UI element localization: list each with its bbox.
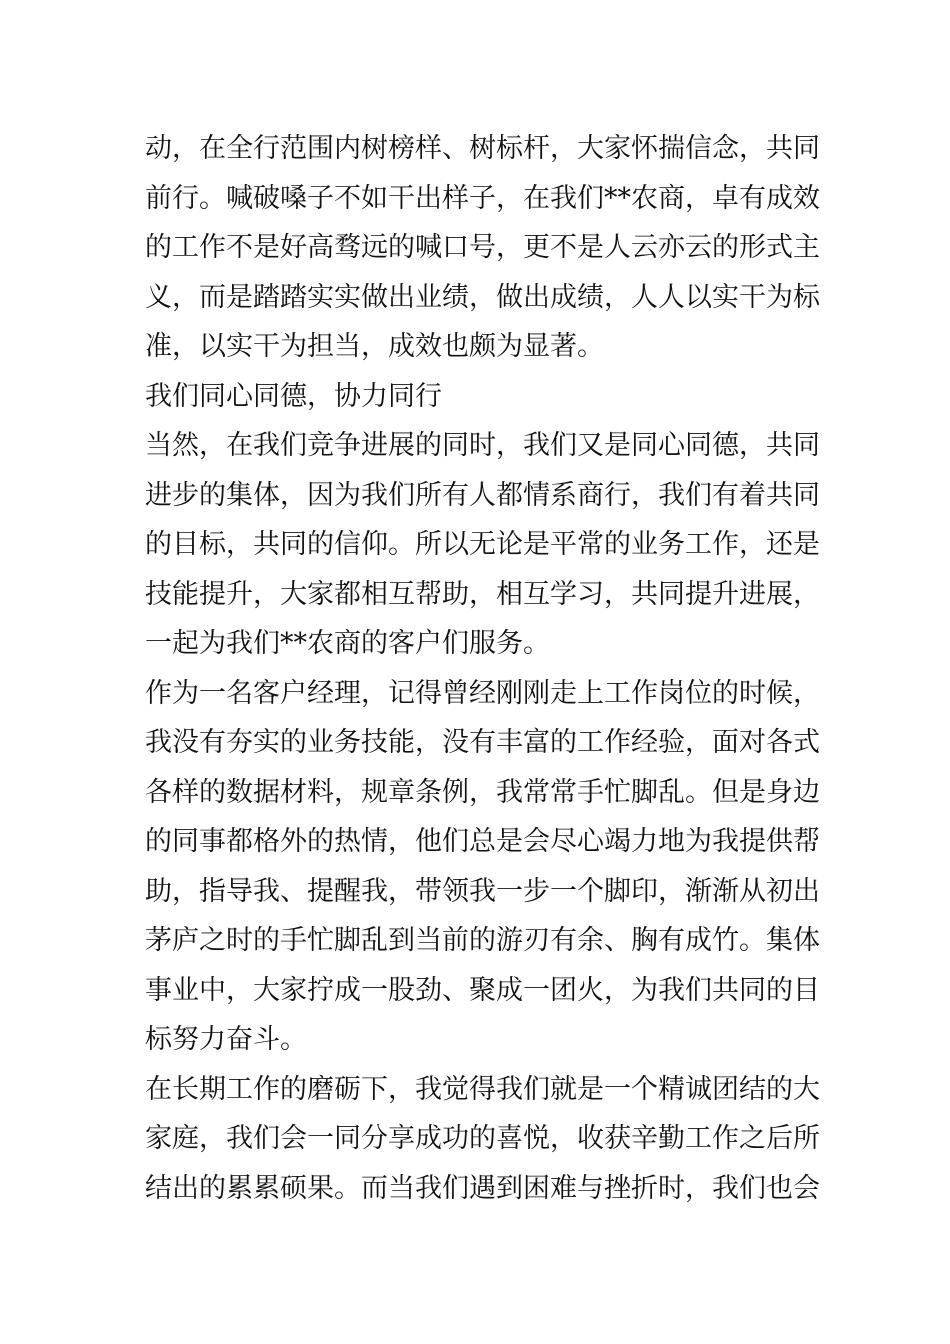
text-line: 结出的累累硕果。而当我们遇到困难与挫折时，我们也会 [145,1172,820,1204]
text-line: 动，在全行范围内树榜样、树标杆，大家怀揣信念，共同 [145,133,820,164]
text-line: 各样的数据材料，规章条例，我常常手忙脚乱。但是身边 [145,776,820,808]
document-body [145,124,820,1213]
text-line: 当然，在我们竞争进展的同时，我们又是同心同德，共同 [145,430,820,461]
text-line: 助，指导我、提醒我，带领我一步一个脚印，渐渐从初出 [145,875,820,907]
text-line: 在长期工作的磨砺下，我觉得我们就是一个精诚团结的大 [145,1073,820,1105]
text-line: 的目标，共同的信仰。所以无论是平常的业务工作，还是 [145,529,820,560]
text-line: 技能提升，大家都相互帮助，相互学习，共同提升进展， [145,578,820,610]
text-line: 义，而是踏踏实实做出业绩，做出成绩，人人以实干为标 [145,281,820,313]
text-line: 一起为我们**农商的客户们服务。 [145,628,550,659]
text-line: 家庭，我们会一同分享成功的喜悦，收获辛勤工作之后所 [145,1123,820,1154]
text-line: 事业中，大家拧成一股劲、聚成一团火，为我们共同的目 [145,974,820,1006]
text-line: 的同事都格外的热情，他们总是会尽心竭力地为我提供帮 [145,826,820,857]
text-line: 进步的集体，因为我们所有人都情系商行，我们有着共同 [145,479,820,511]
text-line: 我没有夯实的业务技能，没有丰富的工作经验，面对各式 [145,727,820,758]
text-line: 的工作不是好高骛远的喊口号，更不是人云亦云的形式主 [145,232,820,263]
text-line: 标努力奋斗。 [145,1024,307,1055]
text-line: 茅庐之时的手忙脚乱到当前的游刃有余、胸有成竹。集体 [145,925,820,956]
section-heading: 我们同心同德，协力同行 [145,380,442,412]
text-line: 作为一名客户经理，记得曾经刚刚走上工作岗位的时候， [145,677,820,709]
text-line: 准，以实干为担当，成效也颇为显著。 [145,331,604,362]
text-line: 前行。喊破嗓子不如干出样子，在我们**农商，卓有成效 [145,182,820,214]
